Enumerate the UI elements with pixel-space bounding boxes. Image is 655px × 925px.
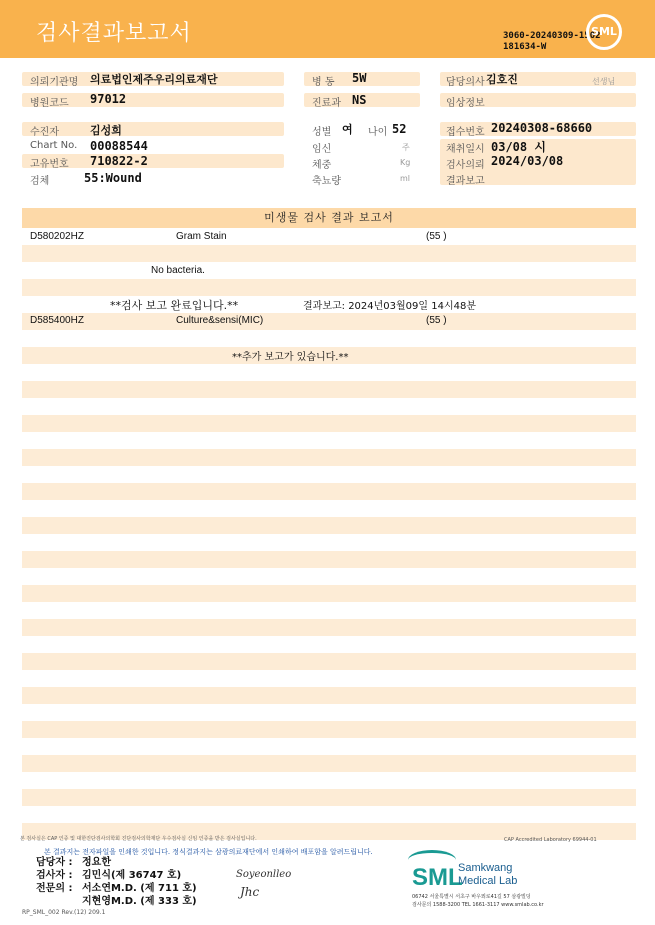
hospital-code-label: 병원코드 (30, 98, 69, 109)
sml-logo: SML (412, 864, 463, 891)
urine-unit: ml (400, 174, 411, 183)
row-stripe (22, 449, 636, 466)
row-stripe (22, 483, 636, 500)
section-title: 미생물 검사 결과 보고서 (22, 208, 636, 228)
lab-address (412, 893, 544, 909)
age-value: 52 (392, 122, 407, 136)
row-stripe (22, 755, 636, 772)
id-value: 710822-2 (90, 154, 148, 168)
lab-contact-line: 검사문의 1588-3200 TEL 1661-3117 www.smlab.co.kr (412, 902, 544, 908)
chart-value: 00088544 (90, 139, 148, 153)
age-label: 나이 (368, 127, 388, 138)
report-id-line1: 3060-20240309-1502 (503, 31, 601, 41)
dept-value: NS (352, 93, 367, 107)
row-stripe (22, 619, 636, 636)
dept-label: 진료과 (312, 98, 341, 109)
signature-2: Jhc (240, 885, 260, 899)
row-stripe (22, 789, 636, 806)
test2-specimen: (55 ) (426, 315, 447, 326)
test2-code: D585400HZ (30, 315, 84, 326)
test1-name: Gram Stain (176, 231, 227, 242)
test1-result: No bacteria. (151, 265, 205, 276)
recipient-value: 김성희 (90, 124, 122, 137)
test1-code: D580202HZ (30, 231, 84, 242)
recipient-bar (22, 122, 284, 136)
doctor-label: 담당의사 (446, 77, 485, 88)
row-stripe (22, 415, 636, 432)
manager-value: 정요한 (82, 857, 111, 868)
report-title: 검사결과보고서 (36, 21, 192, 46)
additional-message: **추가 보고가 있습니다.** (232, 352, 349, 363)
test1-specimen: (55 ) (426, 231, 447, 242)
row-stripe (22, 245, 636, 262)
electronic-notice: 본 결과지는 전자파일을 인쇄한 것입니다. 정식결과지는 삼광의료재단에서 인쇄하여 배포함을 알려드립니다. (44, 848, 373, 856)
form-code: RP_SML_002 Rev.(12) 209.1 (22, 909, 106, 916)
lab-name (458, 862, 517, 888)
doctor-suffix: 선생님 (592, 77, 616, 86)
row-stripe (22, 279, 636, 296)
request-label: 검사의뢰 (446, 160, 485, 171)
ward-value: 5W (352, 71, 367, 85)
pregnancy-label: 임신 (312, 144, 332, 155)
inspector-value: 김민식(제 36747 호) (82, 870, 182, 881)
row-stripe (22, 381, 636, 398)
row-stripe (22, 653, 636, 670)
lab-address-line: 06742 서울특별시 서초구 바우뫼로41길 57 삼광빌딩 (412, 894, 531, 900)
specimen-label: 검체 (30, 176, 50, 187)
row-stripe (22, 687, 636, 704)
pregnancy-unit: 주 (402, 143, 410, 152)
row-stripe (22, 721, 636, 738)
specialist-value-2: 지현영M.D. (제 333 호) (82, 896, 197, 907)
lab-name-line2: Medical Lab (458, 875, 518, 887)
report-header (0, 0, 655, 58)
test2-name: Culture&sensi(MIC) (176, 315, 264, 326)
sml-badge-logo: SML (586, 14, 622, 50)
row-stripe (22, 551, 636, 568)
manager-label: 담당자 : (36, 857, 73, 868)
specimen-value: 55:Wound (84, 171, 142, 185)
row-stripe (22, 313, 636, 330)
ward-label: 병 동 (312, 77, 335, 88)
id-label: 고유번호 (30, 159, 69, 170)
hospital-code-value: 97012 (90, 92, 127, 106)
clinical-info-label: 임상정보 (446, 98, 485, 109)
cap-note: CAP Accredited Laboratory 69944-01 (504, 837, 597, 843)
weight-label: 체중 (312, 160, 332, 171)
complete-message: **검사 보고 완료입니다.** (110, 299, 239, 312)
collect-value: 03/08 시 (491, 140, 546, 154)
recipient-label: 수진자 (30, 127, 59, 138)
weight-unit: Kg (400, 158, 411, 167)
institution-label: 의뢰기관명 (30, 77, 79, 88)
lab-name-line1: Samkwang (458, 862, 513, 874)
report-label: 결과보고 (446, 176, 485, 187)
receipt-label: 접수번호 (446, 127, 485, 138)
inspector-label: 검사자 : (36, 870, 73, 881)
signature-1: Soyeonlleo (236, 869, 292, 880)
row-stripe (22, 585, 636, 602)
specialist-value-1: 서소연M.D. (제 711 호) (82, 883, 197, 894)
request-value: 2024/03/08 (491, 154, 564, 168)
row-stripe (22, 517, 636, 534)
urine-label: 축뇨량 (312, 176, 341, 187)
collect-label: 채취일시 (446, 144, 485, 155)
specialist-label: 전문의 : (36, 883, 73, 894)
institution-value: 의료법인제주우리의료재단 (90, 73, 218, 86)
receipt-value: 20240308-68660 (491, 121, 593, 135)
sex-value: 여 (342, 123, 353, 136)
report-time: 결과보고: 2024년03월09일 14시48분 (303, 301, 477, 312)
doctor-value: 김호진 (486, 73, 518, 86)
chart-label: Chart No. (30, 140, 78, 151)
accreditation-note: 본 검사실은 CAP 인증 및 대한진단검사의학회 진단검사의학재단 우수검사실 신임 인증을 받은 검사실입니다. (20, 836, 257, 842)
report-id-line2: 181634-W (503, 42, 547, 52)
sex-label: 성별 (312, 127, 332, 138)
